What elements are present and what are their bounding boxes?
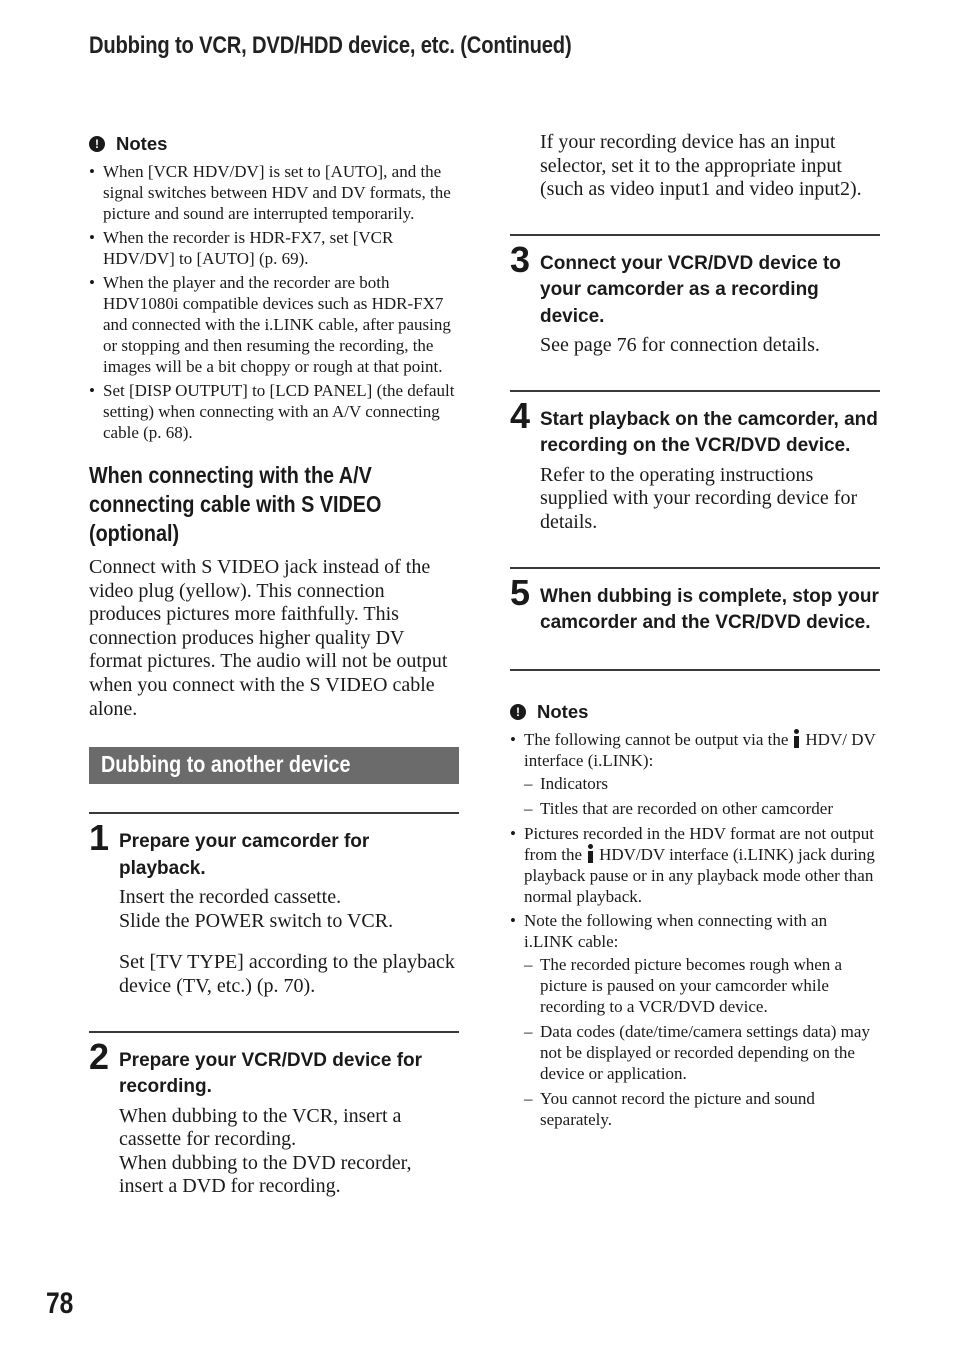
svideo-subheading: When connecting with the A/V connecting cable with S VIDEO (optional)	[89, 462, 382, 546]
step-number: 4	[510, 394, 531, 436]
note-item: • When [VCR HDV/DV] is set to [AUTO], and the signal switches between HDV and DV formats, the picture and sound are interrupted temporarily.	[89, 161, 459, 224]
notes-heading	[510, 699, 880, 725]
step-title: Connect your VCR/DVD device to your camcorder as a recording device.	[540, 252, 841, 327]
sub-item: – The recorded picture becomes rough when a picture is paused on your camcorder while recording to a VCR/DVD device.	[524, 954, 880, 1017]
step-line: Insert the recorded cassette.	[119, 886, 342, 909]
notes-list	[89, 161, 459, 443]
step-body: Refer to the operating instructions supplied with your recording device for details.	[540, 463, 858, 534]
section-title-bar	[89, 747, 459, 784]
step-body: See page 76 for connection details.	[540, 334, 820, 357]
step-number: 5	[510, 571, 531, 613]
note-text: Note the following when connecting with an i.LINK cable:	[524, 910, 828, 951]
step-title: Start playback on the camcorder, and recording on the VCR/DVD device.	[540, 408, 878, 457]
step-number: 2	[89, 1035, 110, 1077]
step-body	[119, 886, 459, 998]
ilink-icon	[793, 729, 800, 748]
step-1	[89, 812, 459, 998]
step-extra: Set [TV TYPE] according to the playback device (TV, etc.) (p. 70).	[119, 951, 455, 997]
notes-label: Notes	[116, 133, 168, 154]
sub-list	[524, 773, 880, 819]
step-number: 1	[89, 817, 110, 859]
step-title: Prepare your VCR/DVD device for recording.	[119, 1049, 423, 1098]
note-item: • When the recorder is HDR-FX7, set [VCR HDV/DV] to [AUTO] (p. 69).	[89, 227, 459, 269]
page-number: 78	[46, 1287, 74, 1320]
step-title: Prepare your camcorder for playback.	[119, 831, 370, 879]
note-text: The following cannot be output via the	[524, 729, 789, 749]
step-line: When dubbing to the VCR, insert a cassette for recording.	[119, 1104, 402, 1151]
step-title: When dubbing is complete, stop your camcorder and the VCR/DVD device.	[540, 585, 879, 634]
page-header-title: Dubbing to VCR, DVD/HDD device, etc. (Continued)	[89, 32, 572, 59]
notes-list	[510, 729, 880, 1130]
step-5	[510, 567, 880, 637]
step-2	[89, 1031, 459, 1199]
sub-item: – Data codes (date/time/camera settings data) may not be displayed or recorded depending on the device or application.	[524, 1021, 880, 1084]
notes-icon: !	[89, 136, 105, 152]
note-text: HDV/DV interface (i.LINK) jack during playback pause or in any playback mode other than normal playback.	[524, 844, 875, 906]
section-divider	[510, 669, 880, 671]
sub-item: – You cannot record the picture and sound separately.	[524, 1088, 880, 1130]
right-column	[510, 131, 880, 1134]
note-item	[510, 910, 880, 1130]
note-text: HDV/ DV interface (i.LINK):	[524, 729, 876, 770]
step-4	[510, 390, 880, 535]
sub-list	[524, 954, 880, 1130]
input-selector-paragraph: If your recording device has an input selector, set it to the appropriate input (such as video input1 and video input2).	[540, 131, 862, 201]
svideo-paragraph: Connect with S VIDEO jack instead of the video plug (yellow). This connection produces pictures more faithfully. This connection produces higher quality DV format pictures. The audio will not be output when you connect with the S VIDEO cable alone.	[89, 556, 448, 720]
notes-label: Notes	[537, 700, 589, 722]
step-line: When dubbing to the DVD recorder, insert a DVD for recording.	[119, 1151, 412, 1198]
note-item	[510, 729, 880, 819]
notes-icon: !	[510, 704, 526, 720]
ilink-icon	[587, 844, 594, 863]
step-line: Slide the POWER switch to VCR.	[119, 909, 394, 932]
note-item: • Set [DISP OUTPUT] to [LCD PANEL] (the default setting) when connecting with an A/V connecting cable (p. 68).	[89, 380, 459, 443]
step-number: 3	[510, 238, 531, 280]
note-text: Pictures recorded in the HDV format are not output from the	[524, 823, 874, 864]
step-body	[119, 1105, 459, 1199]
step-3	[510, 234, 880, 358]
note-item	[510, 823, 880, 907]
sub-item: – Indicators	[524, 773, 880, 794]
note-item: • When the player and the recorder are both HDV1080i compatible devices such as HDR-FX7 and connected with the i.LINK cable, after pausing or stopping and then resuming the recording, the images will be a bit choppy or rough at that point.	[89, 272, 459, 377]
section-title: Dubbing to another device	[101, 751, 351, 778]
left-column	[89, 131, 459, 1199]
notes-heading	[89, 131, 459, 157]
sub-item: – Titles that are recorded on other camcorder	[524, 798, 880, 819]
